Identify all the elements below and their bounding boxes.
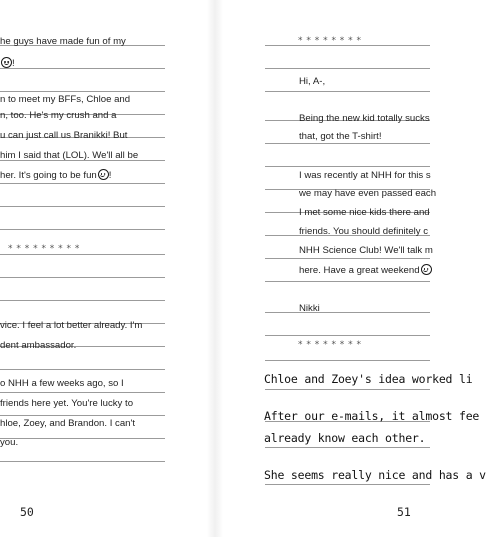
ruled-line: [265, 281, 430, 282]
section-divider-stars: * * * * * * * * *: [8, 244, 80, 254]
page-number: 50: [20, 505, 34, 519]
ruled-line: [265, 312, 430, 313]
ruled-line: [265, 258, 430, 259]
text-line: n, too. He's my crush and a: [0, 110, 117, 121]
ruled-line: [0, 438, 165, 439]
ruled-line: [0, 415, 165, 416]
ruled-line: [265, 484, 430, 485]
smiley-icon: [98, 169, 109, 180]
smiley-icon: [421, 264, 432, 275]
text-line: vice. I feel a lot better already. I'm: [0, 320, 143, 331]
ruled-line: [0, 206, 165, 207]
email-line: Hi, A-,: [299, 76, 326, 87]
email-line: I was recently at NHH for this s: [299, 170, 431, 181]
email-line: [299, 264, 432, 277]
section-divider-stars: * * * * * * * *: [298, 340, 362, 350]
text-line: dent ambassador.: [0, 340, 77, 351]
ruled-line: [0, 68, 165, 69]
text-fragment: !: [108, 170, 112, 181]
handwritten-line: After our e-mails, it almost fee: [264, 409, 480, 423]
ruled-line: [265, 68, 430, 69]
ruled-line: [0, 300, 165, 301]
handwritten-line: already know each other.: [264, 431, 426, 445]
smiley-icon: [1, 57, 12, 68]
text-line: n to meet my BFFs, Chloe and: [0, 94, 131, 105]
ruled-line: [265, 447, 430, 448]
page-number: 51: [397, 505, 411, 519]
text-fragment: here. Have a great weekend: [299, 265, 420, 276]
email-line: friends. You should definitely c: [299, 226, 429, 237]
text-line: [0, 57, 15, 70]
ruled-line: [0, 369, 165, 370]
email-line: NHH Science Club! We'll talk m: [299, 245, 433, 256]
ruled-line: [0, 254, 165, 255]
text-line: u can just call us Branikki! But: [0, 130, 128, 141]
email-signature: Nikki: [299, 303, 320, 314]
email-line: I met some nice kids there and: [299, 207, 430, 218]
ruled-line: [265, 360, 430, 361]
ruled-line: [265, 143, 430, 144]
text-line: hloe, Zoey, and Brandon. I can't: [0, 418, 135, 429]
ruled-line: [265, 389, 430, 390]
ruled-line: [265, 335, 430, 336]
text-fragment: her. It's going to be fun: [0, 170, 97, 181]
handwritten-line: She seems really nice and has a v: [264, 468, 486, 482]
right-page: [215, 0, 486, 537]
email-line: we may have even passed each: [299, 188, 437, 199]
ruled-line: [0, 91, 165, 92]
section-divider-stars: * * * * * * * *: [298, 36, 362, 46]
text-line: him I said that (LOL). We'll all be: [0, 150, 139, 161]
email-line: Being the new kid totally sucks: [299, 113, 430, 124]
email-line: that, got the T-shirt!: [299, 131, 382, 142]
ruled-line: [0, 461, 165, 462]
text-line: he guys have made fun of my: [0, 36, 126, 47]
text-line: friends here yet. You're lucky to: [0, 398, 134, 409]
ruled-line: [0, 277, 165, 278]
left-page: [0, 0, 215, 537]
ruled-line: [0, 392, 165, 393]
ruled-line: [0, 229, 165, 230]
ruled-line: [265, 166, 430, 167]
text-line: you.: [0, 437, 19, 448]
text-line: [0, 169, 111, 182]
ruled-line: [0, 183, 165, 184]
text-fragment: !: [12, 58, 15, 69]
handwritten-line: Chloe and Zoey's idea worked li: [264, 372, 473, 386]
ruled-line: [265, 91, 430, 92]
text-line: o NHH a few weeks ago, so I: [0, 378, 124, 389]
